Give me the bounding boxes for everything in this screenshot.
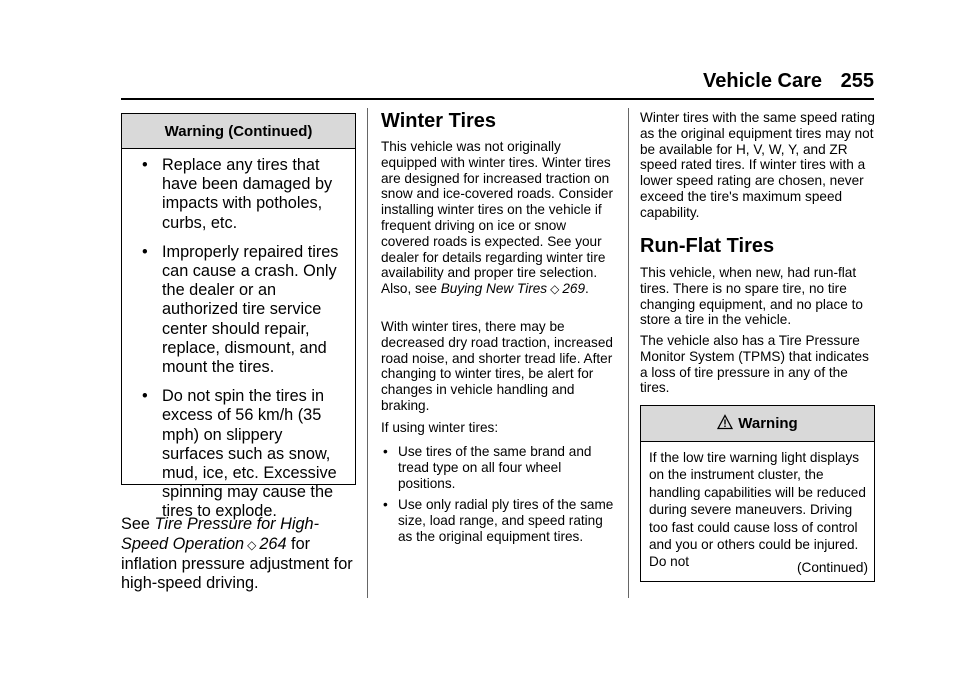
list-item-text: Use only radial ply tires of the same size, load range, and speed rating as the original equipment tires. <box>398 497 614 544</box>
section-title: Vehicle Care <box>703 70 822 92</box>
bullet-icon: • <box>142 156 148 174</box>
cross-reference-link[interactable]: Tire Pressure for High-Speed Operation <box>121 515 320 553</box>
list-item-text: Use tires of the same brand and tread type on all four wheel positions. <box>398 444 592 491</box>
list-item-text: Replace any tires that have been damaged by impacts with potholes, curbs, etc. <box>162 156 333 232</box>
heading-winter-tires: Winter Tires <box>381 110 497 132</box>
page-ref-icon: ◇ <box>550 282 560 297</box>
list-item <box>122 243 347 377</box>
page-ref-icon: ◇ <box>247 537 257 552</box>
continued-label: (Continued) <box>796 560 868 575</box>
warning-box <box>640 405 875 582</box>
heading-run-flat-tires: Run-Flat Tires <box>640 235 775 257</box>
bullet-icon: • <box>142 242 148 261</box>
list-item-text: Do not spin the tires in excess of 56 km/h (35 mph) on slippery surfaces such as snow, mud, ice, etc. Excessive spinning may cause the tires to explode. <box>162 387 337 521</box>
bullet-icon: • <box>383 497 388 512</box>
paragraph: With winter tires, there may be decreased dry road traction, increased road noise, and shorter tread life. After changing to winter tires, be alert for changes in vehicle handling and braking. <box>381 319 613 413</box>
paragraph: The vehicle also has a Tire Pressure Monitor System (TPMS) that indicates a loss of tire pressure in any of the tires. <box>640 333 869 396</box>
cross-reference-link[interactable]: Buying New Tires <box>440 281 548 297</box>
list-item-text: Improperly repaired tires can cause a crash. Only the dealer or an authorized tire service center should repair, replace, dismount, and mount the tires. <box>162 242 339 377</box>
paragraph: Winter tires with the same speed rating as the original equipment tires may not be available for H, V, W, Y, and ZR speed rated tires. If winter tires with a lower speed rating are chosen, never exceed the tire's maximum speed capability. <box>640 110 875 220</box>
page-number: 255 <box>840 70 874 92</box>
page-reference[interactable]: 269 <box>562 281 586 297</box>
warning-box-continued <box>121 113 356 521</box>
list-item <box>122 387 347 521</box>
list-item <box>122 156 347 233</box>
warning-box-title: Warning (Continued) <box>122 114 355 149</box>
warning-list <box>122 149 355 522</box>
page-reference[interactable]: 264 <box>259 534 287 553</box>
bullet-icon: • <box>142 387 148 406</box>
warning-box-header <box>641 406 874 442</box>
list-item <box>381 444 614 491</box>
paragraph: If using winter tires: <box>381 420 499 435</box>
warning-box-body: If the low tire warning light displays on the instrument cluster, the handling capabilities will be reduced during severe maneuvers. Driving too fast could cause loss of control and you or others could be injured. Do not <box>649 450 866 570</box>
bullet-icon: • <box>383 444 388 459</box>
header-rule <box>121 98 874 100</box>
see-reference: See Tire Pressure for High-Speed Operation ◇ 264 for inflation pressure adjustment for high-speed driving. <box>121 515 353 592</box>
list-item <box>381 497 614 544</box>
column-divider <box>628 108 629 598</box>
warning-icon <box>717 408 733 444</box>
column-divider <box>367 108 368 598</box>
warning-box-title: Warning <box>738 415 798 432</box>
paragraph: This vehicle was not originally equipped with winter tires. Winter tires are designed for increased traction on snow and ice-covered roads. Consider installing winter tires on the vehicle if frequent driving on ice or snow covered roads is expected. See your dealer for details regarding winter tire availability and proper tire selection. Also, see Buying New Tires ◇ 269. <box>381 139 613 297</box>
paragraph: This vehicle, when new, had run-flat tires. There is no spare tire, no tire changing equipment, and no place to store a tire in the vehicle. <box>640 265 863 328</box>
